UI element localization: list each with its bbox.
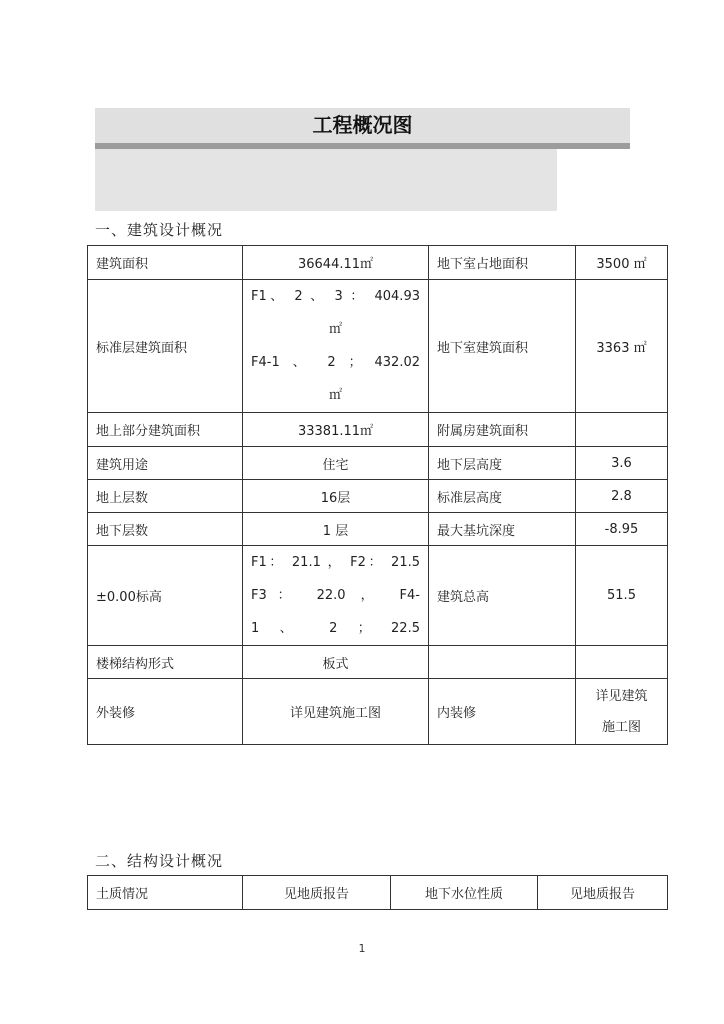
table-row — [88, 513, 668, 546]
table-cell — [576, 646, 668, 679]
title-box — [95, 149, 557, 211]
table-cell: -8.95 — [576, 513, 668, 546]
table-cell — [243, 546, 429, 646]
document-title: 工程概况图 — [312, 113, 413, 137]
table-cell: 地下室建筑面积 — [429, 280, 576, 413]
table-row — [88, 876, 668, 910]
cell-line: 详见建筑 — [595, 688, 648, 704]
table-cell: 3.6 — [576, 447, 668, 480]
table-cell: 内装修 — [429, 679, 576, 745]
section-heading-structure: 二、结构设计概况 — [95, 852, 224, 870]
table-cell: 地下水位性质 — [391, 876, 538, 910]
table-row — [88, 546, 668, 646]
table-row — [88, 413, 668, 447]
table-cell: 地下层数 — [88, 513, 243, 546]
table-cell: 建筑面积 — [88, 246, 243, 280]
cell-line: F3： 22.0 ， F4- — [251, 588, 420, 603]
table-cell — [576, 679, 668, 745]
table-cell: 3500 ㎡ — [576, 246, 668, 280]
structure-table — [87, 875, 668, 910]
table-cell: 地下层高度 — [429, 447, 576, 480]
table-cell: 3363 ㎡ — [576, 280, 668, 413]
table-cell — [243, 280, 429, 413]
table-cell: ±0.00标高 — [88, 546, 243, 646]
table-cell: 外装修 — [88, 679, 243, 745]
page-number: 1 — [358, 942, 366, 955]
cell-line: 施工图 — [601, 719, 641, 735]
table-cell: 建筑总高 — [429, 546, 576, 646]
table-cell: 1 层 — [243, 513, 429, 546]
table-cell: 板式 — [243, 646, 429, 679]
table-cell: 16层 — [243, 480, 429, 513]
architecture-table — [87, 245, 668, 745]
table-cell: 标准层高度 — [429, 480, 576, 513]
table-cell: 地上层数 — [88, 480, 243, 513]
table-row — [88, 280, 668, 413]
table-cell: 附属房建筑面积 — [429, 413, 576, 447]
table-cell: 最大基坑深度 — [429, 513, 576, 546]
table-cell: 住宅 — [243, 447, 429, 480]
table-row — [88, 246, 668, 280]
cell-line: F1： 21.1 ， F2： 21.5 — [251, 555, 420, 570]
table-cell: 33381.11㎡ — [243, 413, 429, 447]
table-cell: 地下室占地面积 — [429, 246, 576, 280]
section-heading-architecture: 一、建筑设计概况 — [95, 221, 224, 239]
table-cell: 标准层建筑面积 — [88, 280, 243, 413]
table-row — [88, 646, 668, 679]
cell-line: F4-1 、 2 ； 432.02 — [251, 355, 420, 370]
table-row — [88, 679, 668, 745]
table-cell: 建筑用途 — [88, 447, 243, 480]
table-cell: 详见建筑施工图 — [243, 679, 429, 745]
table-cell: 51.5 — [576, 546, 668, 646]
table-cell: 地上部分建筑面积 — [88, 413, 243, 447]
table-cell: 2.8 — [576, 480, 668, 513]
table-row — [88, 480, 668, 513]
table-cell: 见地质报告 — [538, 876, 668, 910]
cell-line: ㎡ — [328, 322, 342, 337]
table-cell: 土质情况 — [88, 876, 243, 910]
table-cell: 楼梯结构形式 — [88, 646, 243, 679]
table-cell: 见地质报告 — [243, 876, 391, 910]
table-cell — [576, 413, 668, 447]
table-cell — [429, 646, 576, 679]
cell-line: F1、 2 、 3 ： 404.93 — [251, 289, 420, 304]
cell-line: 1 、 2 ； 22.5 — [251, 621, 420, 636]
table-row — [88, 447, 668, 480]
cell-line: ㎡ — [328, 388, 342, 403]
title-band — [95, 108, 630, 143]
table-cell: 36644.11㎡ — [243, 246, 429, 280]
